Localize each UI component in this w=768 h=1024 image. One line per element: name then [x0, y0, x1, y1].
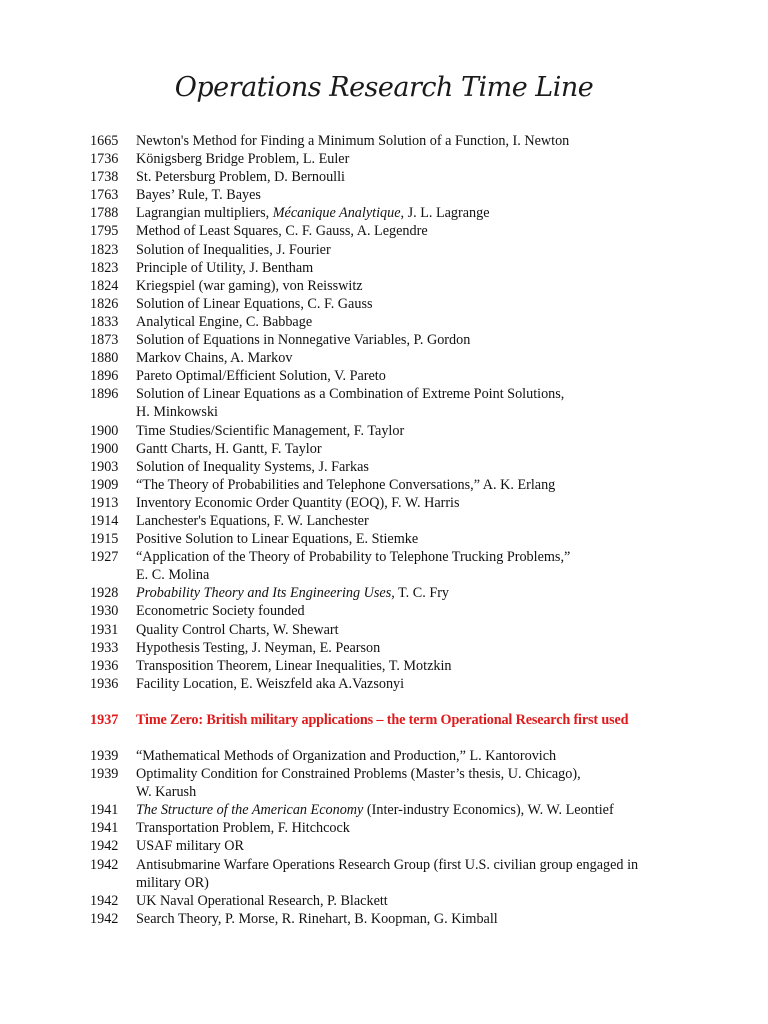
entry-text — [136, 186, 690, 204]
entry-text — [136, 530, 690, 548]
timeline-entry — [90, 331, 690, 349]
entry-text-part: Quality Control Charts, W. Shewart — [136, 621, 339, 638]
entry-text — [136, 476, 690, 494]
timeline-entry — [90, 584, 690, 602]
timeline-list — [90, 132, 690, 928]
timeline-entry — [90, 186, 690, 204]
entry-text-part: Solution of Linear Equations as a Combination of Extreme Point Solutions, H. Minkowski — [136, 386, 565, 421]
entry-text — [136, 892, 690, 910]
entry-year: 1738 — [90, 169, 119, 186]
entry-text-part: Analytical Engine, C. Babbage — [136, 313, 313, 330]
timeline-entry-highlight — [90, 711, 690, 729]
entry-text — [136, 621, 690, 639]
timeline-entry — [90, 132, 690, 150]
entry-text — [136, 385, 690, 421]
timeline-entry — [90, 222, 690, 240]
timeline-entry — [90, 801, 690, 819]
entry-text — [136, 675, 690, 693]
entry-text — [136, 747, 690, 765]
entry-year: 1942 — [90, 838, 119, 855]
entry-text — [136, 458, 690, 476]
entry-text-italic: Probability Theory and Its Engineering Uses — [136, 585, 392, 602]
entry-year: 1941 — [90, 802, 119, 819]
entry-text-part: St. Petersburg Problem, D. Bernoulli — [136, 169, 345, 186]
entry-text-part: Hypothesis Testing, J. Neyman, E. Pearson — [136, 639, 381, 656]
entry-year: 1913 — [90, 494, 119, 511]
entry-text-part: Königsberg Bridge Problem, L. Euler — [136, 151, 350, 168]
entry-text-part: Solution of Inequality Systems, J. Farkas — [136, 458, 369, 475]
entry-text — [136, 856, 690, 892]
timeline-entry — [90, 458, 690, 476]
entry-year: 1788 — [90, 205, 119, 222]
entry-year: 1942 — [90, 856, 119, 873]
entry-year: 1873 — [90, 332, 119, 349]
timeline-entry — [90, 295, 690, 313]
entry-year: 1928 — [90, 585, 119, 602]
entry-year: 1826 — [90, 295, 119, 312]
entry-text — [136, 639, 690, 657]
entry-text-part: Method of Least Squares, C. F. Gauss, A. Legendre — [136, 223, 428, 240]
entry-text-part: “The Theory of Probabilities and Telephone Conversations,” A. K. Erlang — [136, 476, 556, 493]
entry-text — [136, 801, 690, 819]
entry-text — [136, 313, 690, 331]
entry-year: 1665 — [90, 133, 119, 149]
entry-text — [136, 132, 690, 150]
entry-year: 1833 — [90, 313, 119, 330]
timeline-entry — [90, 548, 690, 584]
timeline-entry — [90, 837, 690, 855]
entry-year: 1896 — [90, 386, 119, 403]
entry-year: 1927 — [90, 549, 119, 566]
entry-text-part: Kriegspiel (war gaming), von Reisswitz — [136, 277, 363, 294]
entry-year: 1909 — [90, 476, 119, 493]
entry-text-italic: The Structure of the American Economy — [136, 802, 364, 819]
entry-text — [136, 367, 690, 385]
entry-text — [136, 331, 690, 349]
timeline-entry — [90, 440, 690, 458]
entry-year: 1915 — [90, 531, 119, 548]
page-title: Operations Research Time Line — [174, 72, 594, 103]
entry-year: 1942 — [90, 910, 119, 927]
entry-text — [136, 548, 690, 584]
entry-text — [136, 168, 690, 186]
entry-text-part: Positive Solution to Linear Equations, E. Stiemke — [136, 531, 419, 548]
timeline-entry — [90, 150, 690, 168]
entry-text-part: Solution of Linear Equations, C. F. Gauss — [136, 295, 373, 312]
entry-text-part: Inventory Economic Order Quantity (EOQ), F. W. Harris — [136, 494, 460, 511]
entry-text — [136, 277, 690, 295]
entry-year: 1914 — [90, 512, 119, 529]
entry-text-part: “Application of the Theory of Probability to Telephone Trucking Problems,” E. C. Molina — [136, 549, 571, 584]
entry-text — [136, 765, 690, 801]
entry-year: 1930 — [90, 603, 119, 620]
entry-year: 1880 — [90, 350, 119, 367]
entry-text-part: Principle of Utility, J. Bentham — [136, 259, 314, 276]
entry-text — [136, 241, 690, 259]
entry-text — [136, 711, 690, 729]
entry-year: 1824 — [90, 277, 119, 294]
entry-year: 1939 — [90, 748, 119, 764]
entry-text-part: Time Studies/Scientific Management, F. Taylor — [136, 422, 405, 439]
entry-text — [136, 150, 690, 168]
entry-text — [136, 349, 690, 367]
entry-text-part: Antisubmarine Warfare Operations Research Group (first U.S. civilian group engaged in military OR) — [136, 856, 639, 891]
timeline-entry — [90, 277, 690, 295]
timeline-entry — [90, 259, 690, 277]
entry-text-part: Solution of Inequalities, J. Fourier — [136, 241, 331, 258]
entry-text-part: Gantt Charts, H. Gantt, F. Taylor — [136, 440, 322, 457]
timeline-entry — [90, 241, 690, 259]
entry-text-part: Time Zero: British military applications – the term Operational Research first used — [136, 711, 629, 728]
entry-year: 1942 — [90, 892, 119, 909]
entry-year: 1939 — [90, 766, 119, 783]
entry-text-part: Markov Chains, A. Markov — [136, 350, 293, 367]
entry-text — [136, 422, 690, 440]
timeline-entry — [90, 385, 690, 421]
entry-year: 1823 — [90, 259, 119, 276]
entry-text — [136, 819, 690, 837]
timeline-entry — [90, 367, 690, 385]
timeline-entry — [90, 639, 690, 657]
entry-year: 1795 — [90, 223, 119, 240]
entry-text-italic: Mécanique Analytique — [272, 205, 401, 222]
entry-text-part: Optimality Condition for Constrained Problems (Master’s thesis, U. Chicago), W. Karush — [136, 766, 581, 801]
entry-text-part: Facility Location, E. Weiszfeld aka A.Vazsonyi — [136, 675, 405, 692]
entry-text — [136, 584, 690, 602]
entry-text-part: Lagrangian multipliers, — [136, 205, 273, 222]
timeline-entry — [90, 856, 690, 892]
entry-text-part: Econometric Society founded — [136, 603, 305, 620]
timeline-entry — [90, 675, 690, 693]
timeline-entry — [90, 621, 690, 639]
timeline-entry — [90, 747, 690, 765]
timeline-entry — [90, 910, 690, 928]
entry-text-part: UK Naval Operational Research, P. Blackett — [136, 892, 388, 909]
entry-year: 1933 — [90, 639, 119, 656]
entry-text-part: (Inter-industry Economics), W. W. Leontief — [363, 802, 614, 819]
timeline-entry — [90, 892, 690, 910]
entry-text — [136, 602, 690, 620]
entry-text — [136, 259, 690, 277]
entry-text-part: “Mathematical Methods of Organization and Production,” L. Kantorovich — [136, 748, 557, 764]
timeline-entry — [90, 765, 690, 801]
timeline-entry — [90, 657, 690, 675]
entry-text — [136, 512, 690, 530]
timeline-entry — [90, 168, 690, 186]
entry-year: 1903 — [90, 458, 119, 475]
entry-year: 1736 — [90, 151, 119, 168]
entry-text — [136, 837, 690, 855]
entry-text — [136, 295, 690, 313]
entry-text — [136, 440, 690, 458]
timeline-entry — [90, 313, 690, 331]
entry-year: 1937 — [90, 711, 119, 728]
entry-text — [136, 657, 690, 675]
entry-text-part: , T. C. Fry — [391, 585, 450, 602]
entry-text-part: Transposition Theorem, Linear Inequalities, T. Motzkin — [136, 657, 452, 674]
entry-year: 1936 — [90, 657, 119, 674]
timeline-entry — [90, 602, 690, 620]
entry-text-part: Newton's Method for Finding a Minimum Solution of a Function, I. Newton — [136, 133, 570, 149]
timeline-entry — [90, 349, 690, 367]
entry-year: 1931 — [90, 621, 119, 638]
entry-text — [136, 910, 690, 928]
entry-year: 1823 — [90, 241, 119, 258]
timeline-entry — [90, 512, 690, 530]
entry-year: 1896 — [90, 368, 119, 385]
entry-year: 1763 — [90, 187, 119, 204]
entry-year: 1936 — [90, 675, 119, 692]
entry-text-part: Pareto Optimal/Efficient Solution, V. Pareto — [136, 368, 386, 385]
timeline-entry — [90, 422, 690, 440]
timeline-entry — [90, 476, 690, 494]
timeline-entry — [90, 530, 690, 548]
entry-text — [136, 222, 690, 240]
entry-text-part: USAF military OR — [136, 838, 244, 855]
entry-text-part: Solution of Equations in Nonnegative Variables, P. Gordon — [136, 332, 471, 349]
entry-text-part: Transportation Problem, F. Hitchcock — [136, 820, 350, 837]
entry-year: 1941 — [90, 820, 119, 837]
timeline-entry — [90, 204, 690, 222]
entry-year: 1900 — [90, 440, 119, 457]
timeline-entry — [90, 819, 690, 837]
timeline-entry — [90, 494, 690, 512]
entry-text-part: Lanchester's Equations, F. W. Lanchester — [136, 512, 369, 529]
entry-text-part: Bayes’ Rule, T. Bayes — [136, 187, 261, 204]
entry-text — [136, 204, 690, 222]
entry-year: 1900 — [90, 422, 119, 439]
entry-text-part: , J. L. Lagrange — [400, 205, 490, 222]
entry-text-part: Search Theory, P. Morse, R. Rinehart, B. Koopman, G. Kimball — [136, 910, 498, 927]
entry-text — [136, 494, 690, 512]
